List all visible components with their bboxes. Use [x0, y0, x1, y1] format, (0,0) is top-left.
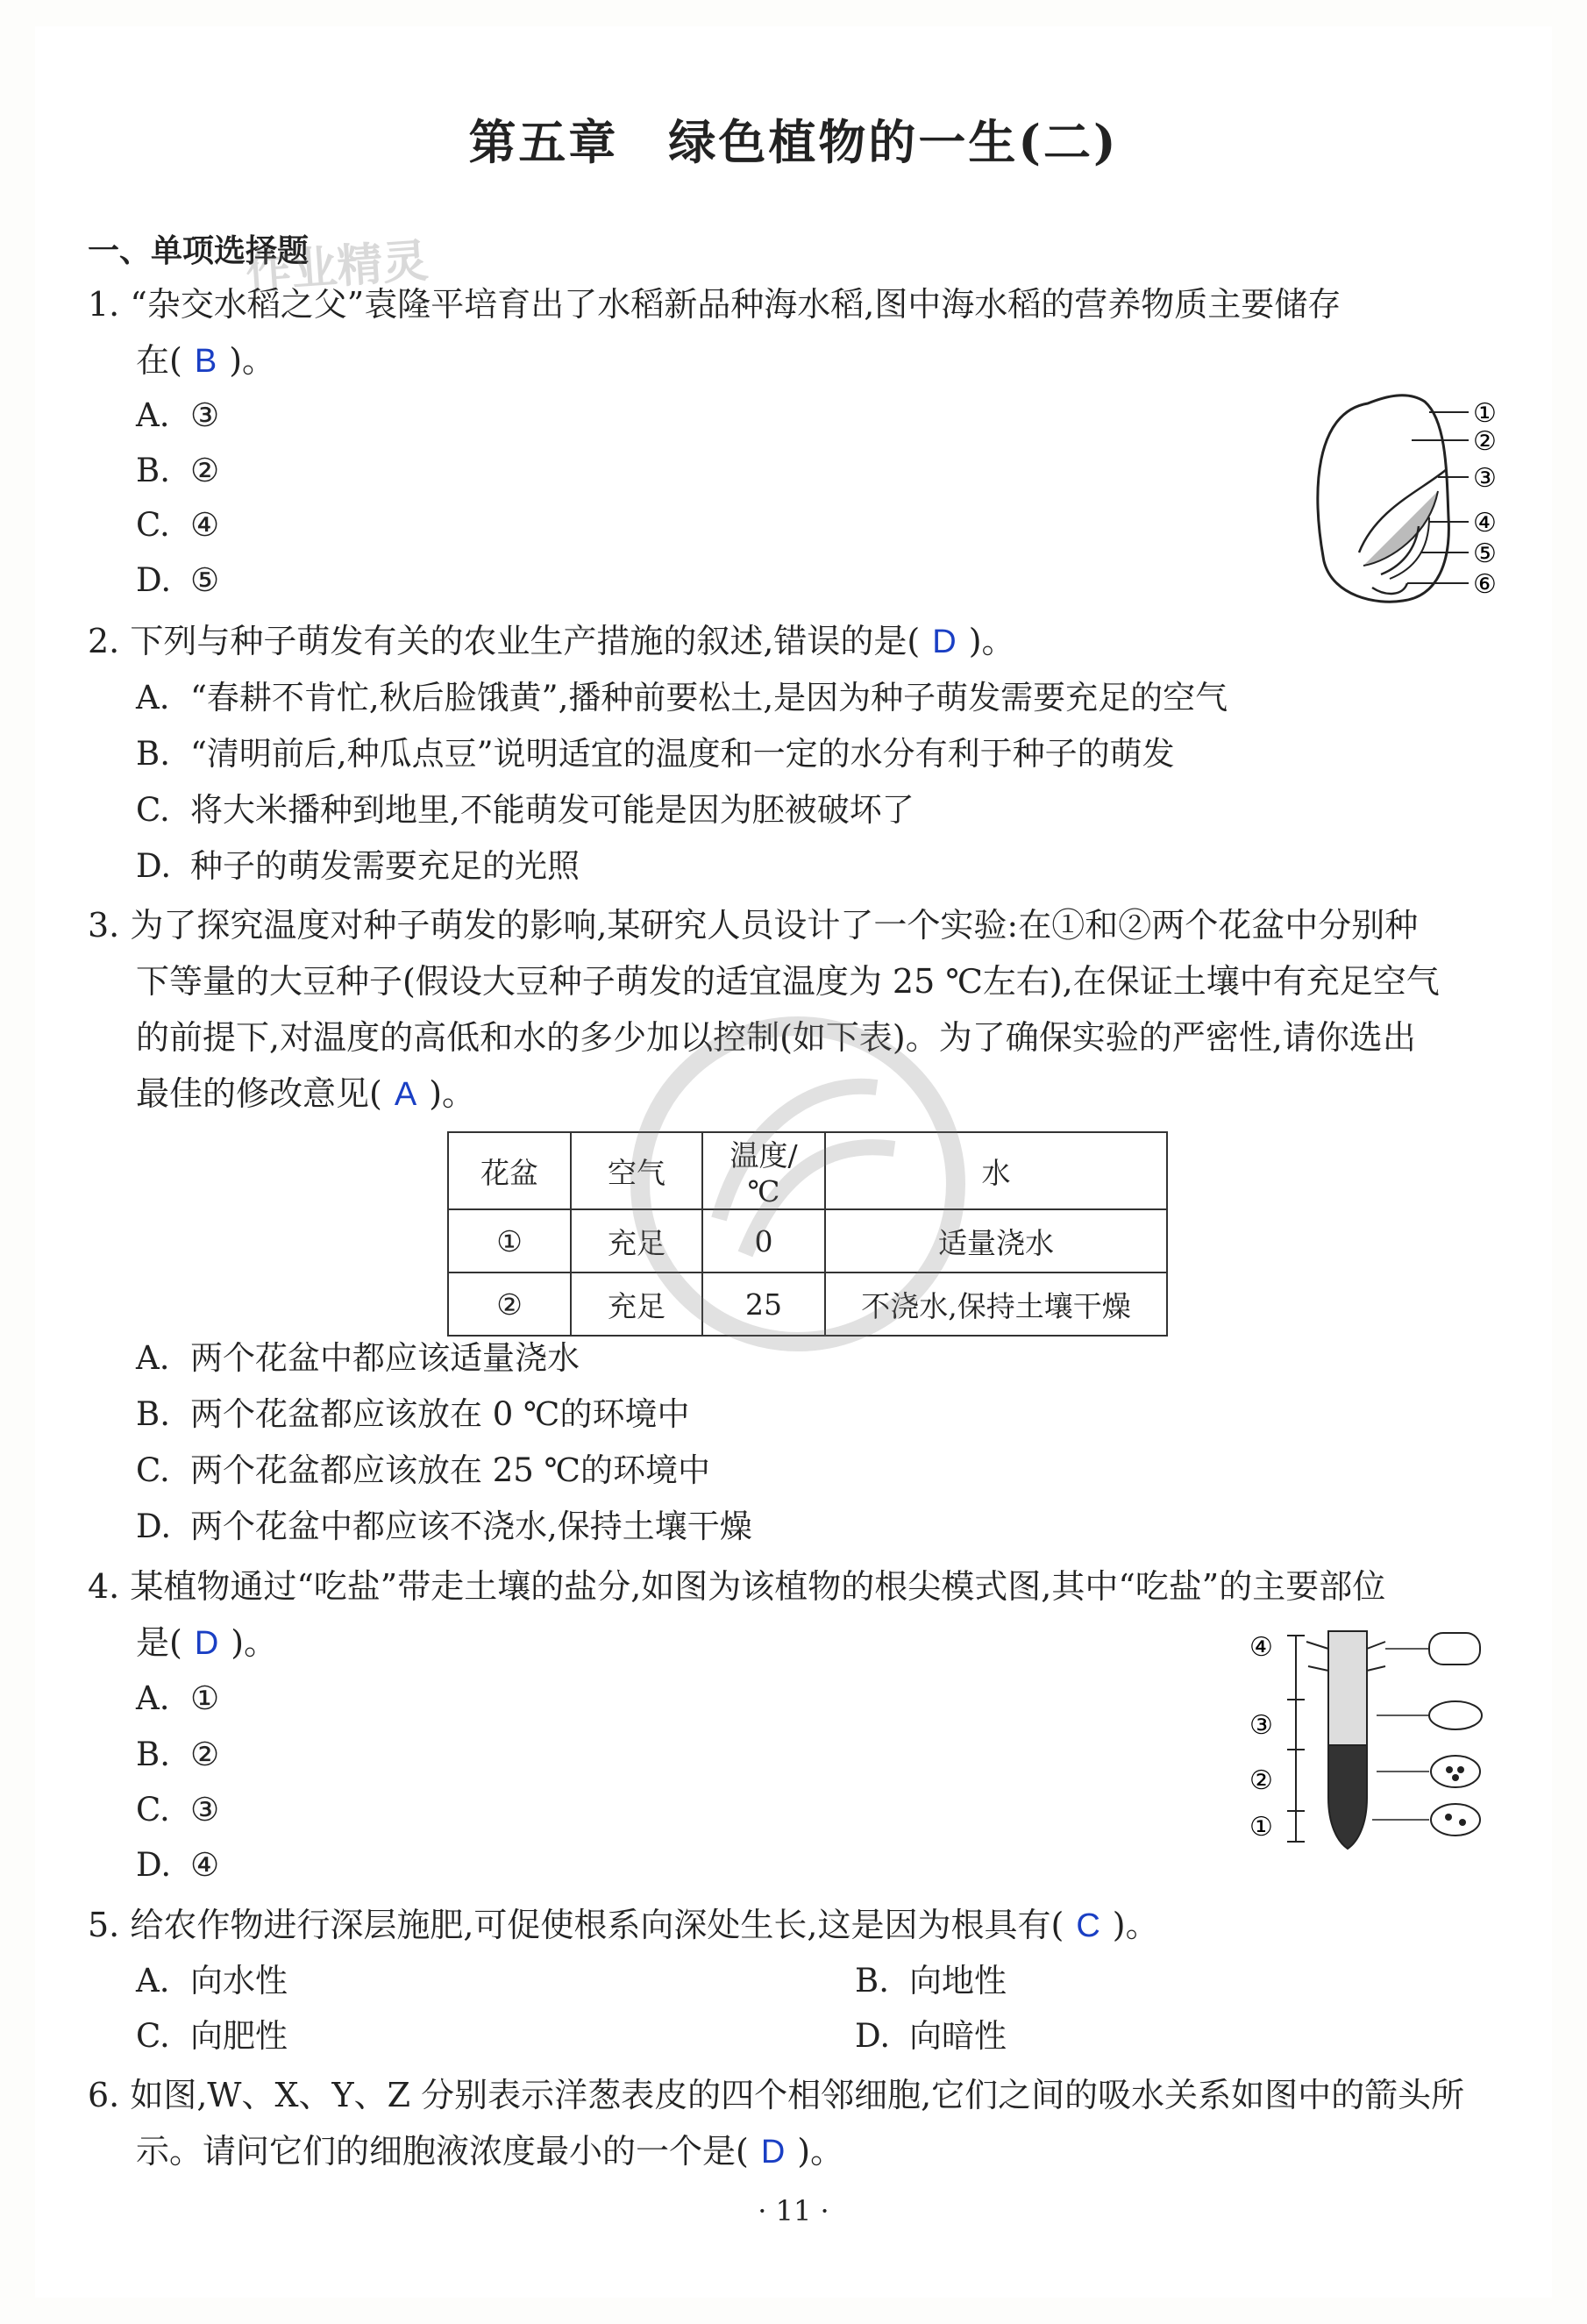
q4-option-c: C. ③ [136, 1791, 220, 1829]
q2-option-d: D. 种子的萌发需要充足的光照 [136, 847, 580, 885]
root-label-1: ① [1249, 1812, 1273, 1843]
q2-option-c: C. 将大米播种到地里,不能萌发可能是因为胚被破坏了 [136, 791, 914, 829]
root-tip-diagram [1245, 1622, 1508, 1859]
section-heading: 一、单项选择题 [88, 233, 310, 269]
table-header-cell: 温度/℃ [702, 1132, 825, 1209]
q5-option-b: B. 向地性 [855, 1962, 1007, 2000]
q3-option-c: C. 两个花盆都应该放在 25 ℃的环境中 [136, 1451, 710, 1489]
table-cell: 不浇水,保持土壤干燥 [825, 1272, 1167, 1336]
table-cell: 0 [702, 1209, 825, 1272]
chapter-title: 第五章 绿色植物的一生(二) [468, 114, 1119, 170]
q3-option-b: B. 两个花盆都应该放在 0 ℃的环境中 [136, 1395, 690, 1433]
table-cell: ① [448, 1209, 571, 1272]
seed-label-4: ④ [1473, 508, 1497, 538]
q1-option-c: C. ④ [136, 506, 220, 544]
q5-stem: 5. 给农作物进行深层施肥,可促使根系向深处生长,这是因为根具有( C )。 [88, 1906, 1159, 1944]
table-cell: 充足 [571, 1209, 702, 1272]
q2-stem: 2. 下列与种子萌发有关的农业生产措施的叙述,错误的是( D )。 [88, 622, 1015, 660]
q3-option-d: D. 两个花盆中都应该不浇水,保持土壤干燥 [136, 1508, 752, 1545]
q4-option-a: A. ① [136, 1679, 220, 1717]
q3-stem-line2: 下等量的大豆种子(假设大豆种子萌发的适宜温度为 25 ℃左右),在保证土壤中有充足空气 [136, 962, 1440, 1001]
root-label-2: ② [1249, 1765, 1273, 1796]
q4-option-b: B. ② [136, 1736, 220, 1773]
q2-option-b: B. “清明前后,种瓜点豆”说明适宜的温度和一定的水分有利于种子的萌发 [136, 735, 1175, 773]
table-row [448, 1209, 1167, 1272]
root-label-4: ④ [1249, 1632, 1273, 1663]
q1-stem-line2: 在( B )。 [136, 341, 276, 380]
table-header-cell: 空气 [571, 1132, 702, 1209]
q4-stem-line1: 4. 某植物通过“吃盐”带走土壤的盐分,如图为该植物的根尖模式图,其中“吃盐”的主要部位 [88, 1567, 1386, 1606]
table-cell: 充足 [571, 1272, 702, 1336]
seed-label-1: ① [1473, 398, 1497, 429]
seed-label-5: ⑤ [1473, 538, 1497, 569]
table-row [448, 1272, 1167, 1336]
seed-label-2: ② [1473, 426, 1497, 457]
q3-stem-line1: 3. 为了探究温度对种子萌发的影响,某研究人员设计了一个实验:在①和②两个花盆中分别种 [88, 906, 1419, 945]
q2-answer: D [932, 624, 957, 660]
q3-stem-line3: 的前提下,对温度的高低和水的多少加以控制(如下表)。为了确保实验的严密性,请你选出 [136, 1018, 1416, 1057]
q4-answer: D [194, 1625, 219, 1662]
rice-seed-diagram [1306, 386, 1517, 614]
table-header-row [448, 1132, 1167, 1209]
seed-label-6: ⑥ [1473, 569, 1497, 600]
q4-stem-line2: 是( D )。 [136, 1623, 278, 1662]
q2-option-a: A. “春耕不肯忙,秋后脸饿黄”,播种前要松土,是因为种子萌发需要充足的空气 [136, 679, 1228, 716]
q1-option-d: D. ⑤ [136, 561, 220, 599]
watermark-text: 作业精灵 [244, 234, 431, 301]
q6-stem-line2: 示。请问它们的细胞液浓度最小的一个是( D )。 [136, 2132, 844, 2171]
seed-label-3: ③ [1473, 463, 1497, 494]
table-cell: 适量浇水 [825, 1209, 1167, 1272]
q5-answer: C [1076, 1907, 1100, 1944]
root-label-3: ③ [1249, 1710, 1273, 1741]
table-header-cell: 水 [825, 1132, 1167, 1209]
experiment-table [447, 1131, 1168, 1337]
q3-stem-line4: 最佳的修改意见( A )。 [136, 1074, 476, 1113]
q5-option-c: C. 向肥性 [136, 2017, 288, 2055]
q3-answer: A [394, 1076, 417, 1113]
q6-stem-line1: 6. 如图,W、X、Y、Z 分别表示洋葱表皮的四个相邻细胞,它们之间的吸水关系如图中的箭头所 [88, 2076, 1465, 2114]
q1-stem-line1: 1. “杂交水稻之父”袁隆平培育出了水稻新品种海水稻,图中海水稻的营养物质主要储存 [88, 285, 1341, 324]
q1-option-b: B. ② [136, 452, 220, 489]
q1-option-a: A. ③ [136, 396, 220, 434]
q1-answer: B [194, 343, 217, 380]
q4-option-d: D. ④ [136, 1846, 220, 1884]
table-cell: 25 [702, 1272, 825, 1336]
table-cell: ② [448, 1272, 571, 1336]
q3-option-a: A. 两个花盆中都应该适量浇水 [136, 1339, 580, 1377]
q5-option-a: A. 向水性 [136, 1962, 288, 2000]
table-header-cell: 花盆 [448, 1132, 571, 1209]
page-number: · 11 · [758, 2194, 829, 2228]
q6-answer: D [760, 2134, 786, 2171]
q5-option-d: D. 向暗性 [855, 2017, 1007, 2055]
